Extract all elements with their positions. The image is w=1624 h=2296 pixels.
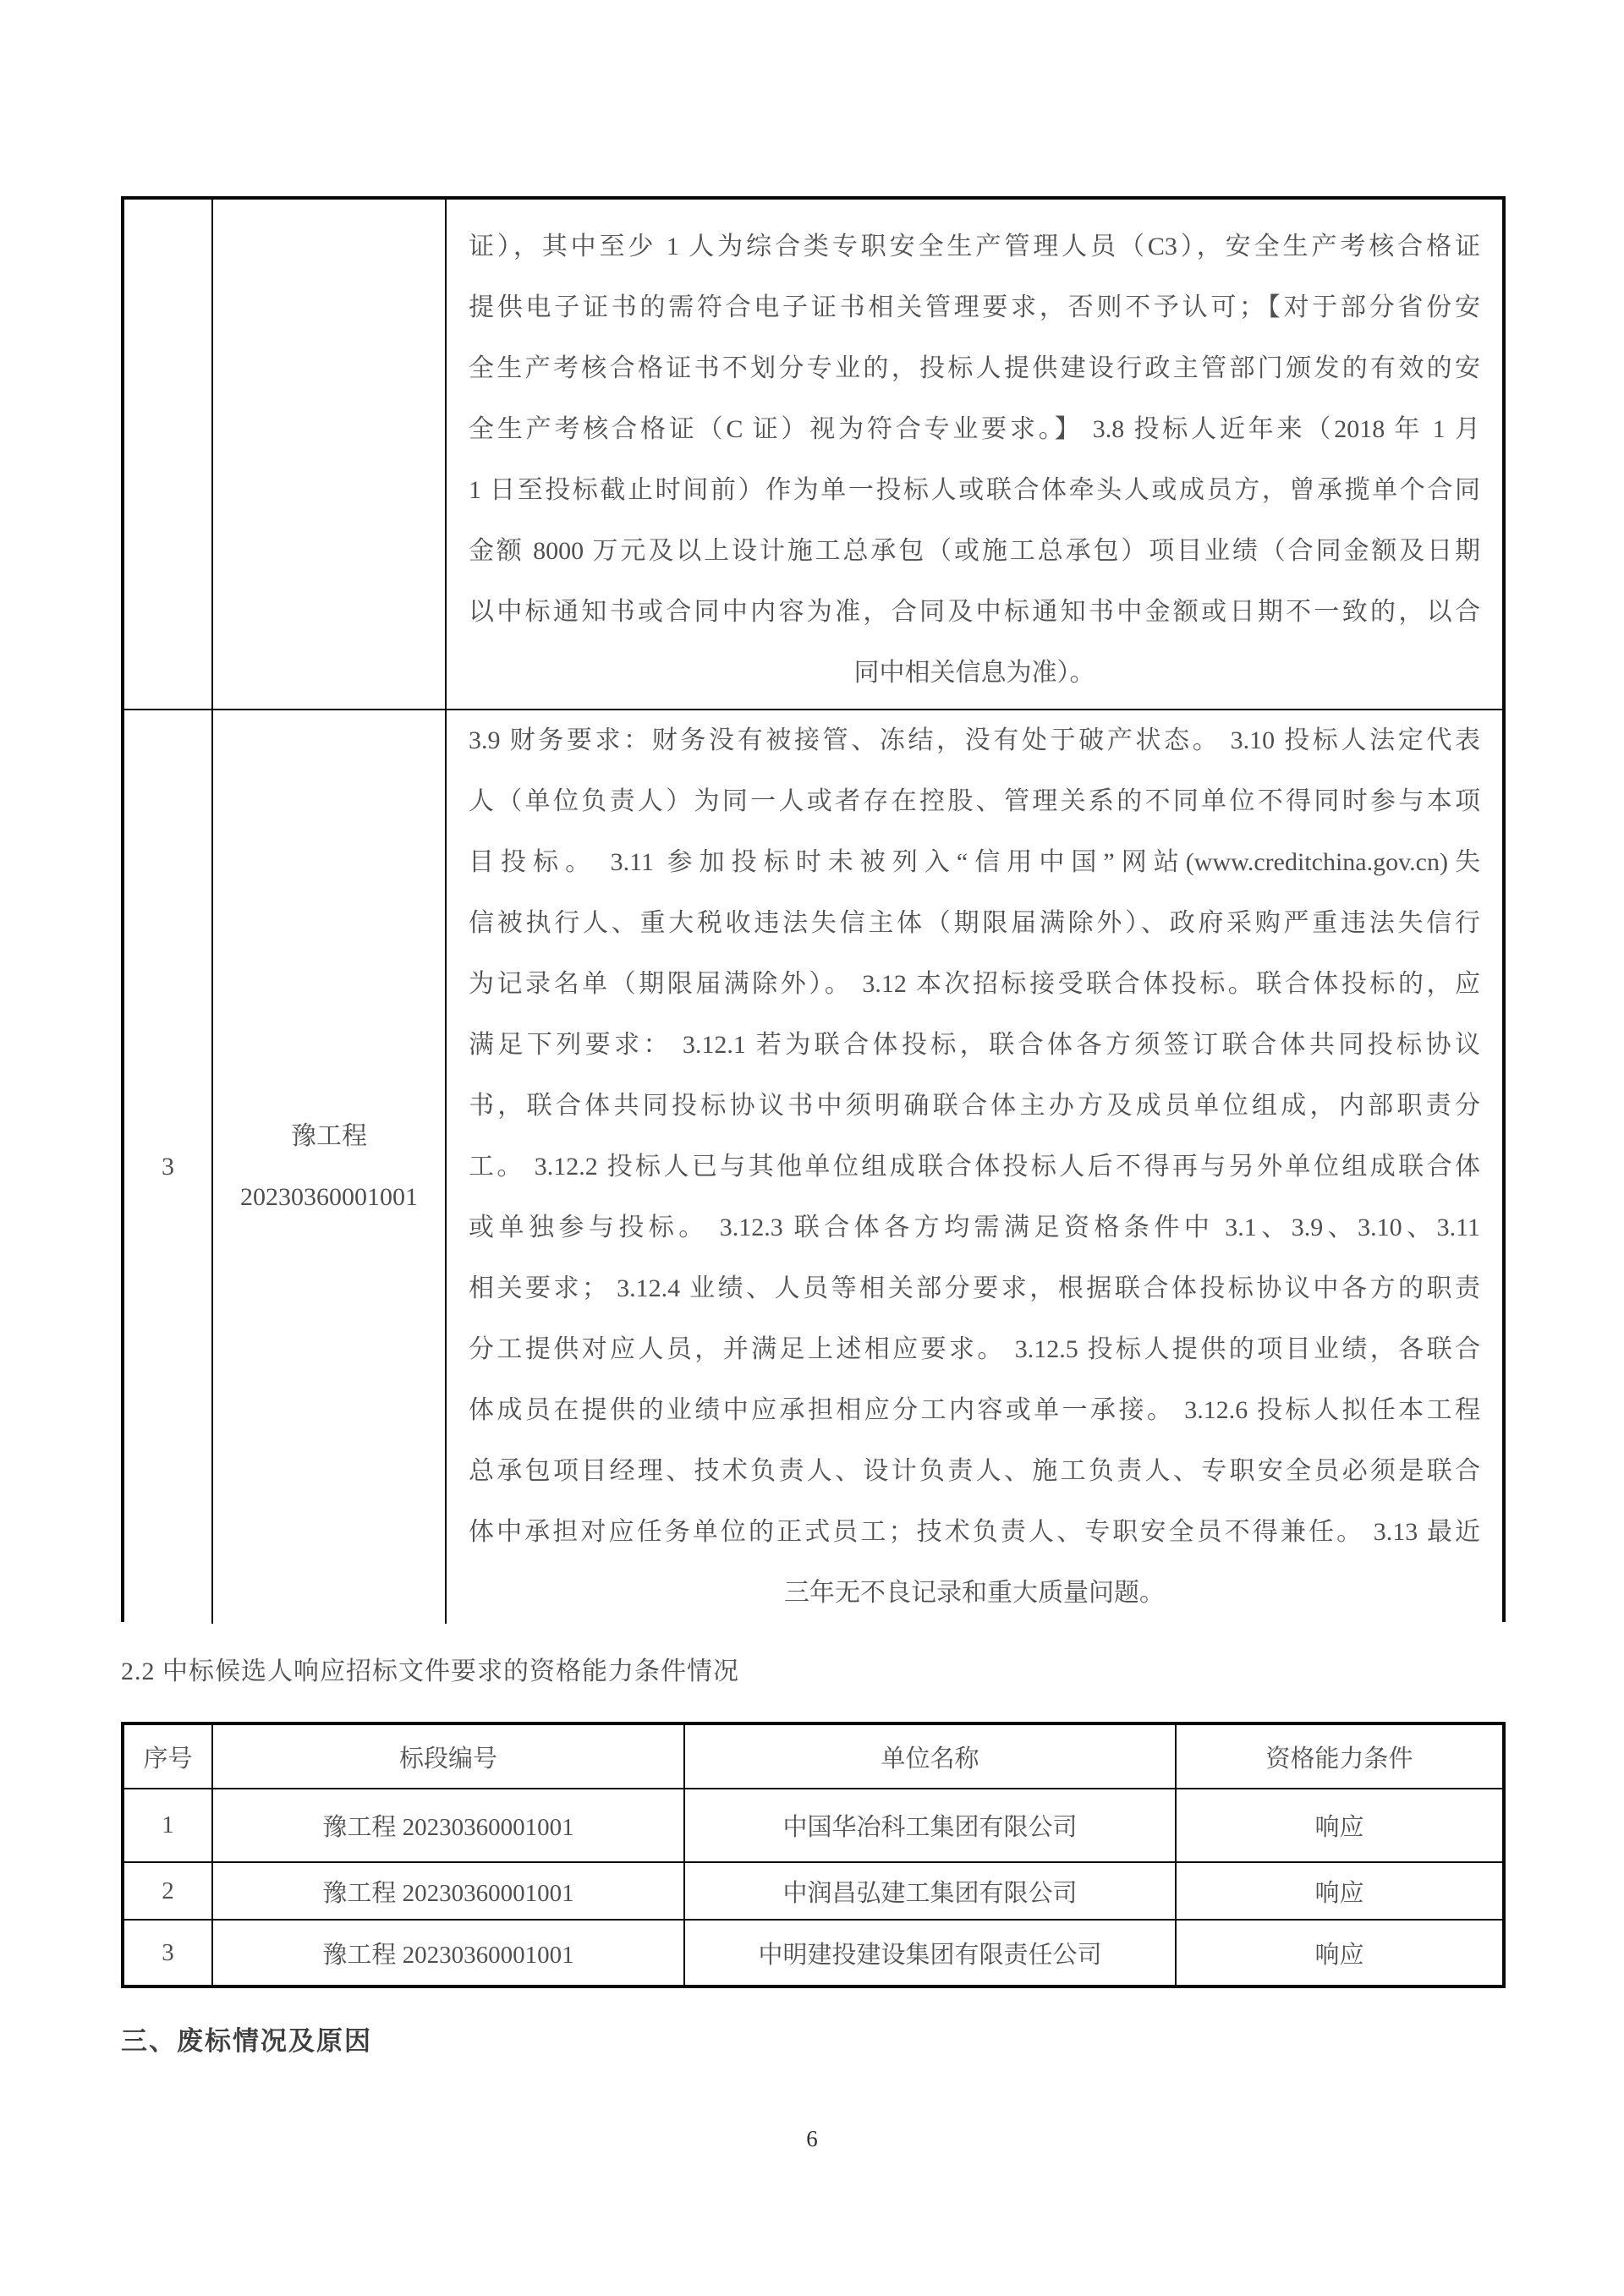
requirement-line: 金额 8000 万元及以上设计施工总承包（或施工总承包）项目业绩（合同金额及日期: [469, 537, 1480, 565]
table-row-seq: 3: [124, 1921, 213, 1985]
requirement-line: 目投标。 3.11 参加投标时未被列入“信用中国”网站(www.creditchina.gov.cn)失: [469, 848, 1480, 876]
table-row-status: 响应: [1177, 1863, 1502, 1921]
requirement-line: 工。 3.12.2 投标人已与其他单位组成联合体投标人后不得再与另外单位组成联合体: [469, 1153, 1480, 1181]
requirement-line: 满足下列要求： 3.12.1 若为联合体投标，联合体各方须签订联合体共同投标协议: [469, 1031, 1480, 1059]
requirements-continuation-text: [447, 200, 1502, 710]
requirement-line: 以中标通知书或合同中内容为准，合同及中标通知书中金额或日期不一致的，以合: [469, 598, 1480, 626]
col-header-company: 单位名称: [685, 1725, 1177, 1789]
requirement-line: 三年无不良记录和重大质量问题。: [784, 1579, 1165, 1607]
lot-name: 豫工程: [291, 1122, 367, 1150]
requirement-line: 信被执行人、重大税收违法失信主体（期限届满除外）、政府采购严重违法失信行: [469, 909, 1480, 937]
lot-number-cell: [213, 710, 447, 1624]
requirement-line: 总承包项目经理、技术负责人、设计负责人、施工负责人、专职安全员必须是联合: [469, 1457, 1480, 1485]
table-row-company: 中明建投建设集团有限责任公司: [685, 1921, 1177, 1985]
col-header-status: 资格能力条件: [1177, 1725, 1502, 1789]
row-seq-number: 3: [162, 1153, 174, 1181]
table-row-status: 响应: [1177, 1789, 1502, 1863]
table-row-lot: 豫工程 20230360001001: [213, 1789, 685, 1863]
requirement-line: 3.9 财务要求：财务没有被接管、冻结，没有处于破产状态。 3.10 投标人法定代表: [469, 726, 1480, 754]
requirement-line: 人（单位负责人）为同一人或者存在控股、管理关系的不同单位不得同时参与本项: [469, 787, 1480, 815]
requirement-line: 或单独参与投标。 3.12.3 联合体各方均需满足资格条件中 3.1、3.9、3.10、3.11: [469, 1214, 1480, 1241]
table-row-status: 响应: [1177, 1921, 1502, 1985]
lot-cell-empty: [213, 200, 447, 710]
requirement-line: 全生产考核合格证（C 证）视为符合专业要求。】 3.8 投标人近年来（2018 年 1 月: [469, 415, 1480, 443]
requirement-line: 分工提供对应人员，并满足上述相应要求。 3.12.5 投标人提供的项目业绩，各联合: [469, 1335, 1480, 1363]
col-header-lot: 标段编号: [213, 1725, 685, 1789]
requirement-line: 体成员在提供的业绩中应承担相应分工内容或单一承接。 3.12.6 投标人拟任本工程: [469, 1396, 1480, 1424]
table-row-company: 中国华冶科工集团有限公司: [685, 1789, 1177, 1863]
requirement-line: 提供电子证书的需符合电子证书相关管理要求，否则不予认可；【对于部分省份安: [469, 293, 1480, 321]
requirement-line: 体中承担对应任务单位的正式员工；技术负责人、专职安全员不得兼任。 3.13 最近: [469, 1518, 1480, 1546]
section-3-heading: 三、废标情况及原因: [121, 2026, 372, 2056]
requirements-text: [447, 710, 1502, 1624]
requirement-line: 相关要求； 3.12.4 业绩、人员等相关部分要求，根据联合体投标协议中各方的职责: [469, 1274, 1480, 1302]
table-row-seq: 2: [124, 1863, 213, 1921]
requirement-line: 为记录名单（期限届满除外）。 3.12 本次招标接受联合体投标。联合体投标的，应: [469, 970, 1480, 998]
table-row-lot: 豫工程 20230360001001: [213, 1921, 685, 1985]
requirement-line: 同中相关信息为准）。: [853, 659, 1095, 687]
seq-cell-3: [124, 710, 213, 1624]
seq-cell-empty: [124, 200, 213, 710]
candidates-table: [121, 1722, 1506, 1988]
page-number: 6: [806, 2126, 818, 2151]
requirement-line: 1 日至投标截止时间前）作为单一投标人或联合体牵头人或成员方，曾承揽单个合同: [469, 476, 1480, 504]
lot-code: 20230360001001: [240, 1183, 418, 1211]
table-row-lot: 豫工程 20230360001001: [213, 1863, 685, 1921]
requirement-line: 书，联合体共同投标协议书中须明确联合体主办方及成员单位组成，内部职责分: [469, 1092, 1480, 1120]
qualification-requirements-table: [121, 196, 1506, 1622]
section-2-2-heading: 2.2 中标候选人响应招标文件要求的资格能力条件情况: [121, 1658, 739, 1685]
col-header-seq: 序号: [124, 1725, 213, 1789]
requirement-line: 证），其中至少 1 人为综合类专职安全生产管理人员（C3），安全生产考核合格证: [469, 233, 1480, 260]
table-row-company: 中润昌弘建工集团有限公司: [685, 1863, 1177, 1921]
table-row-seq: 1: [124, 1789, 213, 1863]
requirement-line: 全生产考核合格证书不划分专业的，投标人提供建设行政主管部门颁发的有效的安: [469, 354, 1480, 382]
